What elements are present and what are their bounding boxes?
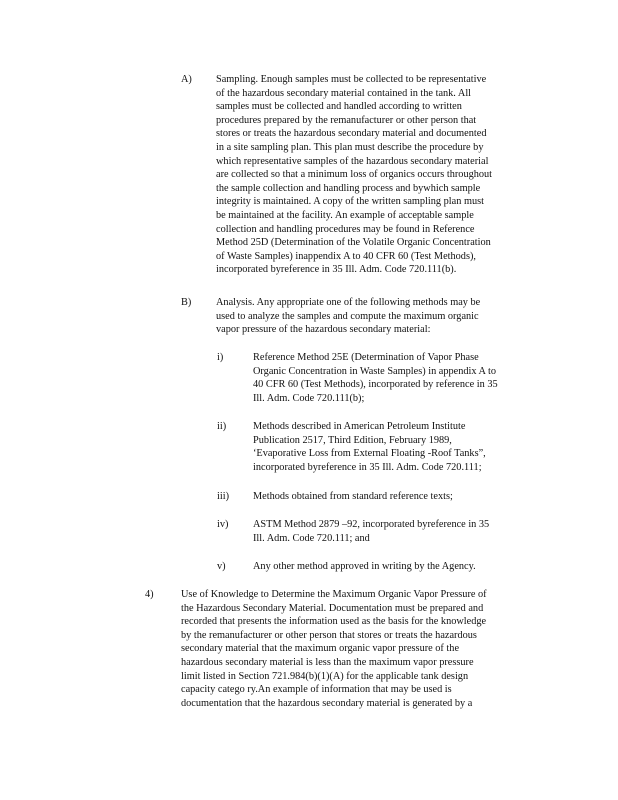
text-line: ‘Evaporative Loss from External Floating -Roof Tanks”, [253,448,486,460]
text-line: of the hazardous secondary material contained in the tank. All [216,87,472,99]
text-line: samples must be collected and handled according to written [216,101,462,113]
text-line: incorporated byreference in 35 Ill. Adm. Code 720.111; [253,461,482,473]
text-line: ASTM Method 2879 –92, incorporated byreference in 35 [253,519,490,530]
text-line: stores or treats the hazardous secondary material and documented [216,128,487,140]
text-line: Ill. Adm. Code 720.111(b); [253,392,365,404]
text-line: Publication 2517, Third Edition, February 1989, [253,434,452,446]
subitem-iv-text [253,518,489,545]
text-line: secondary material that the maximum organic vapor pressure of the [181,643,460,655]
section-a-text [216,73,492,277]
text-line: recorded that presents the information used as the basis for the knowledge [181,616,487,628]
item-4-text [181,588,487,710]
text-line: which representative samples of the hazardous secondary material [216,155,489,167]
text-line: Methods described in American Petroleum Institute [253,421,466,432]
text-line: Use of Knowledge to Determine the Maximum Organic Vapor Pressure of [181,589,487,600]
text-line: collection and handling procedures may be found in Reference [216,223,475,235]
text-line: are collected so that a minimum loss of organics occurs throughout [216,169,493,181]
text-line: Reference Method 25E (Determination of Vapor Phase [253,352,479,363]
subitem-i-text [253,351,498,405]
section-a-marker: A) [181,74,192,85]
text-line: by the remanufacturer or other person that stores or treats the hazardous [181,629,477,641]
text-line: vapor pressure of the hazardous secondary material: [216,324,431,336]
subitem-ii-text [253,420,486,474]
text-line: in a site sampling plan. This plan must describe the procedure by [216,141,484,153]
text-line: Methods obtained from standard reference texts; [253,491,453,502]
subitem-iv-marker: iv) [217,519,229,530]
text-line: of Waste Samples) inappendix A to 40 CFR 60 (Test Methods), [216,250,476,262]
text-line: Ill. Adm. Code 720.111; and [253,532,370,544]
text-line: 40 CFR 60 (Test Methods), incorporated by reference in 35 [253,379,498,391]
text-line: procedures prepared by the remanufacturer or other person that [216,114,477,126]
text-line: used to analyze the samples and compute the maximum organic [216,310,479,322]
item-4-marker: 4) [145,589,154,600]
text-line: integrity is maintained. A copy of the written sampling plan must [216,196,484,208]
text-line: Sampling. Enough samples must be collected to be representative [216,74,487,85]
text-line: Any other method approved in writing by the Agency. [253,561,476,572]
text-line: Analysis. Any appropriate one of the following methods may be [216,297,481,308]
text-line: hazardous secondary material is less than the maximum vapor pressure [181,656,474,668]
subitem-v-marker: v) [217,561,226,572]
text-line: the sample collection and handling process and bywhich sample [216,182,481,194]
section-b-marker: B) [181,297,192,308]
text-line: be maintained at the facility. An example of acceptable sample [216,209,474,221]
text-line: Organic Concentration in Waste Samples) in appendix A to [253,365,497,377]
subitem-iii-text [253,490,453,504]
text-line: limit listed in Section 721.984(b)(1)(A) for the applicable tank design [181,670,469,682]
subitem-v-text [253,560,476,574]
subitem-ii-marker: ii) [217,421,227,432]
text-line: capacity catego ry.An example of information that may be used is [181,684,452,696]
text-line: incorporated byreference in 35 Ill. Adm. Code 720.111(b). [216,264,457,276]
text-line: Method 25D (Determination of the Volatile Organic Concentration [216,237,491,249]
text-line: documentation that the hazardous secondary material is generated by a [181,697,473,709]
subitem-i-marker: i) [217,352,224,363]
section-b-text [216,296,480,337]
subitem-iii-marker: iii) [217,491,230,502]
text-line: the Hazardous Secondary Material. Documentation must be prepared and [181,602,484,614]
